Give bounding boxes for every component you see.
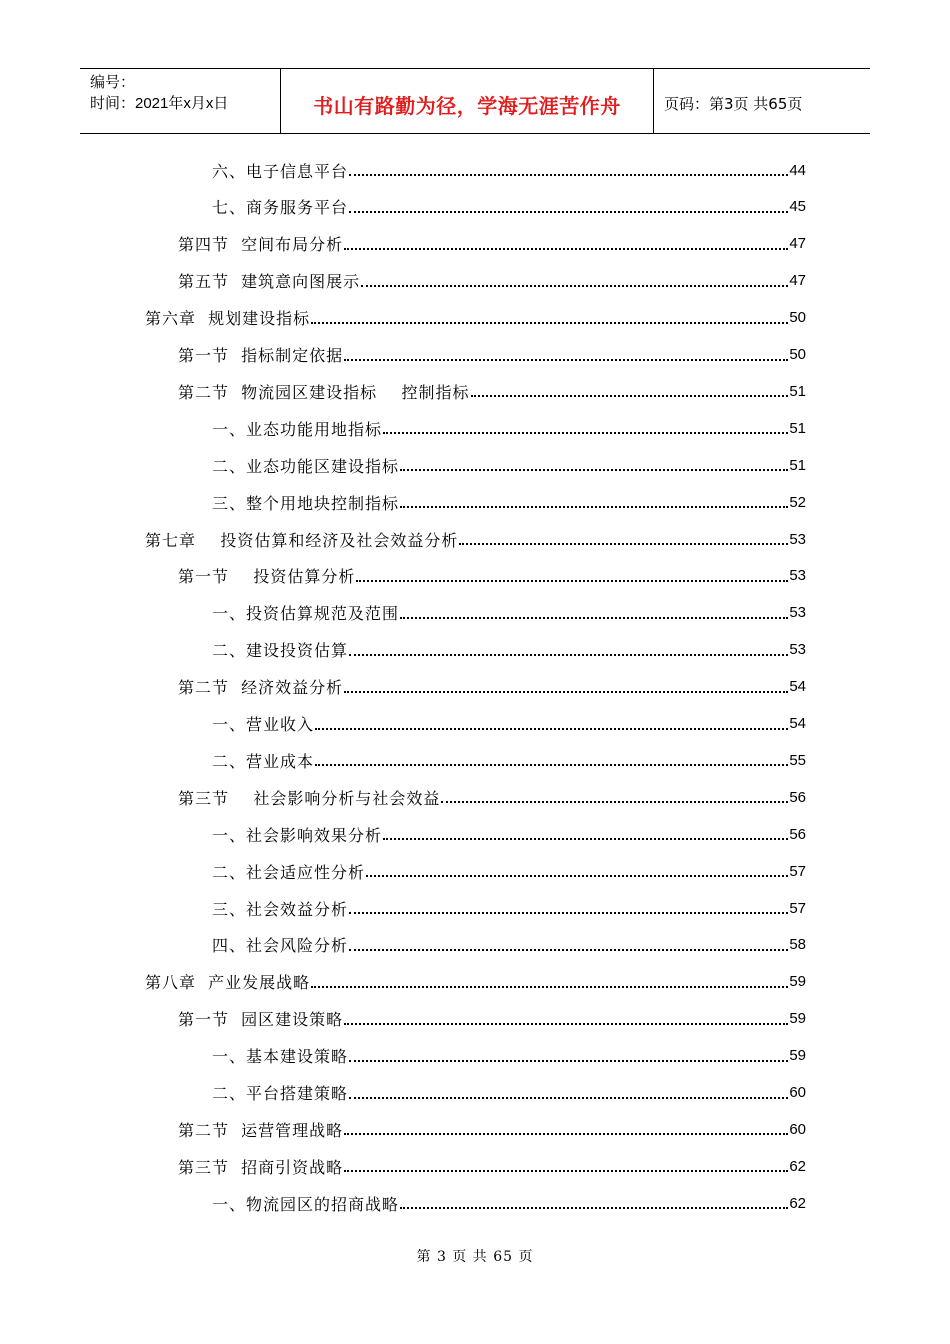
toc-entry-label: 二、业态功能区建设指标 [212,456,400,476]
toc-entry-page-number: 57 [789,862,806,880]
toc-dot-leader [349,912,788,914]
toc-entry-label: 四、社会风险分析 [212,936,349,956]
toc-entry-label: 一、基本建设策略 [212,1047,349,1067]
toc-entry-page-number: 53 [789,641,806,659]
toc-entry-page-number: 52 [789,493,806,511]
toc-entry[interactable] [178,669,806,705]
toc-dot-leader [400,469,788,471]
toc-entry-page-number: 44 [789,161,806,179]
toc-entry-label: 第一节 投资估算分析 [178,567,356,587]
toc-dot-leader [311,322,788,324]
toc-entry-page-number: 56 [789,825,806,843]
toc-entry-label: 一、物流园区的招商战略 [212,1194,400,1214]
toc-dot-leader [366,875,788,877]
toc-entry[interactable] [178,1148,806,1184]
toc-entry-page-number: 59 [789,1047,806,1065]
toc-entry-label: 第二节 运营管理战略 [178,1120,344,1140]
toc-entry[interactable] [212,595,806,631]
toc-dot-leader [400,617,788,619]
toc-entry[interactable] [212,152,806,188]
toc-entry[interactable] [212,853,806,889]
toc-entry[interactable] [178,1111,806,1147]
serial-label: 编号： [90,74,136,91]
toc-dot-leader [361,285,788,287]
toc-dot-leader [349,654,788,656]
toc-entry-label: 一、投资估算规范及范围 [212,604,400,624]
toc-entry-page-number: 54 [789,678,806,696]
toc-dot-leader [349,949,788,951]
toc-dot-leader [344,359,788,361]
toc-entry[interactable] [145,300,806,336]
toc-entry-label: 第一节 园区建设策略 [178,1010,344,1030]
time-label: 时间：2021年x月x日 [90,95,229,112]
toc-entry-label: 六、电子信息平台 [212,161,349,181]
toc-entry-page-number: 50 [789,346,806,363]
toc-entry-label: 二、营业成本 [212,751,315,771]
toc-entry-page-number: 47 [789,272,806,290]
toc-dot-leader [349,174,788,176]
toc-entry[interactable] [212,484,806,520]
toc-entry[interactable] [178,558,806,594]
toc-entry-page-number: 58 [789,936,806,954]
toc-dot-leader [441,801,788,803]
toc-dot-leader [344,1133,788,1135]
toc-entry[interactable] [212,189,806,225]
header-meta [80,69,281,133]
toc-entry[interactable] [212,1185,806,1221]
toc-entry[interactable] [178,337,806,373]
toc-entry-label: 一、社会影响效果分析 [212,825,383,845]
toc-entry-label: 第六章 规划建设指标 [145,309,311,329]
toc-entry[interactable] [212,890,806,926]
toc-entry-label: 第五节 建筑意向图展示 [178,272,361,292]
toc-entry-page-number: 59 [789,973,806,991]
toc-entry-label: 第二节 物流园区建设指标 控制指标 [178,382,470,402]
toc-dot-leader [471,395,789,397]
toc-entry-page-number: 60 [789,1120,806,1138]
toc-entry-page-number: 59 [789,1010,806,1028]
toc-entry[interactable] [212,632,806,668]
toc-entry[interactable] [212,1038,806,1074]
toc-entry-page-number: 51 [789,456,806,474]
toc-dot-leader [400,1207,788,1209]
toc-entry-label: 第一节 指标制定依据 [178,346,344,365]
toc-entry-page-number: 45 [789,198,806,216]
toc-entry-label: 二、社会适应性分析 [212,862,366,882]
toc-entry[interactable] [212,447,806,483]
toc-entry-label: 第四节 空间布局分析 [178,235,344,255]
header-motto: 书山有路勤为径，学海无涯苦作舟 [281,69,654,133]
toc-dot-leader [344,691,788,693]
toc-entry[interactable] [145,521,806,557]
toc-entry[interactable] [212,1075,806,1111]
toc-entry-page-number: 60 [789,1084,806,1101]
page-header [80,68,870,134]
toc-entry-label: 第三节 社会影响分析与社会效益 [178,788,441,808]
toc-entry-page-number: 55 [789,751,806,769]
toc-entry-page-number: 53 [789,567,806,585]
toc-entry-label: 三、整个用地块控制指标 [212,493,400,513]
toc-entry[interactable] [178,373,806,409]
toc-entry-label: 三、社会效益分析 [212,899,349,919]
toc-entry-label: 第二节 经济效益分析 [178,678,344,698]
toc-entry-page-number: 62 [789,1157,806,1175]
toc-dot-leader [400,506,788,508]
toc-entry-page-number: 53 [789,604,806,622]
toc-entry-page-number: 51 [789,419,806,437]
toc-entry-page-number: 53 [789,530,806,548]
toc-entry-label: 一、业态功能用地指标 [212,419,383,439]
toc-entry[interactable] [178,779,806,815]
toc-entry-label: 第三节 招商引资战略 [178,1157,344,1177]
toc-entry[interactable] [178,1001,806,1037]
toc-dot-leader [356,580,788,582]
toc-entry-label: 第八章 产业发展战略 [145,973,311,993]
toc-entry[interactable] [212,742,806,778]
toc-entry-page-number: 62 [789,1194,806,1212]
toc-entry[interactable] [178,263,806,299]
header-page-info: 页码：第3页 共65页 [664,94,803,113]
toc-entry-label: 第七章 投资估算和经济及社会效益分析 [145,530,459,550]
toc-entry-label: 七、商务服务平台 [212,198,349,218]
toc-dot-leader [459,543,788,545]
toc-dot-leader [383,838,788,840]
toc-dot-leader [349,1097,788,1099]
toc-entry[interactable] [145,964,806,1000]
toc-entry-page-number: 47 [789,235,806,253]
toc-entry-page-number: 57 [789,899,806,917]
toc-entry-page-number: 50 [789,309,806,327]
toc-entry[interactable] [178,226,806,262]
toc-entry-label: 二、建设投资估算 [212,641,349,661]
toc-entry-label: 二、平台搭建策略 [212,1084,349,1103]
toc-entry-page-number: 56 [789,788,806,806]
toc-entry[interactable] [212,706,806,742]
toc-entry-page-number: 54 [789,715,806,732]
toc-dot-leader [349,211,788,213]
toc-entry[interactable] [212,927,806,963]
toc-dot-leader [315,764,788,766]
toc-entry[interactable] [212,816,806,852]
toc-dot-leader [344,248,788,250]
toc-dot-leader [383,432,788,434]
toc-dot-leader [349,1060,788,1062]
toc-entry-page-number: 51 [789,382,806,400]
toc-dot-leader [315,728,788,730]
toc-dot-leader [344,1170,788,1172]
page-footer: 第 3 页 共 65 页 [416,1249,534,1265]
toc-dot-leader [344,1023,788,1025]
toc-entry-label: 一、营业收入 [212,715,315,734]
toc-entry[interactable] [212,410,806,446]
toc-dot-leader [311,986,788,988]
